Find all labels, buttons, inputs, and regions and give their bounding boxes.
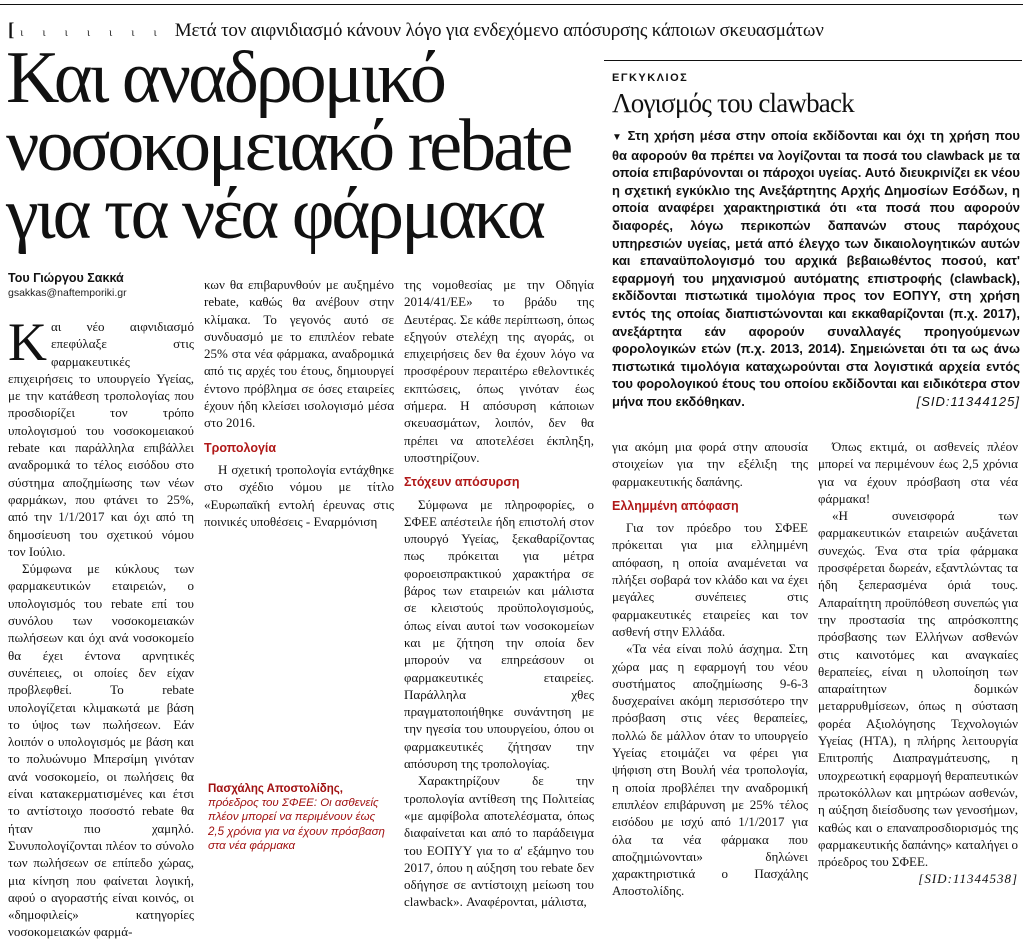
column-5 <box>818 438 1018 888</box>
sidebar-sid: [SID:11344125] <box>916 393 1020 409</box>
headline-line-3: για τα νέα φάρμακα <box>6 173 543 255</box>
kicker-dots: ι ι ι ι ι ι ι <box>20 25 165 39</box>
column-4 <box>612 438 808 900</box>
author-email: gsakkas@naftemporiki.gr <box>8 287 127 299</box>
col3-paragraph-2: Σύμφωνα με πληροφορίες, ο ΣΦΕΕ απέστειλε ήδη επιστολή στον υπουργό Υγείας, ξεκαθαρίζοντας πως πρόκειται για μέτρα φοροεισπρακτικού χαρακτήρα σε βάρος των εταιρειών και μάλιστα σε κλειστούς προϋπολογισμούς, όπως είναι αυτοί των νοσοκομείων και με ζήτηση την οποία δεν μπορούν να επηρεάσουν οι φαρμακευτικές εταιρείες. Παράλληλα χθες πραγματοποιήθηκε συνάντηση με την ηγεσία του υπουργείου, όπου οι φαρμακευτικές ζήτησαν την απόσυρση της τροπολογίας. <box>404 496 594 772</box>
portrait-photo <box>202 585 400 775</box>
col5-sid: [SID:11344538] <box>918 871 1018 887</box>
col2-paragraph-1: κων θα επιβαρυνθούν με αυξημένο rebate, καθώς θα ανέβουν στην κλίμακα. Το γεγονός αυτό σε συνδυασμό με το επιπλέον rebate 25% στα νέα φάρμακα, αναδρομικά από τις αρχές του έτους, δημιουργεί έντονο πρόβλημα σε όσες εταιρείες έχουν ήδη κλείσει ισολογισμό μέσα στο 2016. <box>204 277 394 431</box>
column-3 <box>404 276 594 911</box>
headline-line-2: νοσοκομειακό rebate <box>6 105 571 187</box>
sidebar-text: Στη χρήση μέσα στην οποία εκδίδονται και όχι τη χρήση που θα αφορούν θα πρέπει να λογίζονται τα ποσά του clawback με τα οποία επιβαρύνονται οι πάροχοι υγείας. Αυτό διευκρινίζει εκ νέου η σχετική εγκύκλιο της Ανεξάρτητης Αρχής Δημοσίων Εσόδων, η οποία αναφέρει χαρακτηριστικά ότι «τα ποσά που αφορούν διαφορές, λόγω περικοπών δαπανών στους παρόχους υπηρεσιών υγείας, μετά από έλεγχο των δικαιολογητικών αυτών και επαναϋπολογισμό του αρχικά βεβαιωθέντος ποσού, κατ' εφαρμογή του μηχανισμού αυτόματης επιστροφής (clawback), εκδίδονται πιστωτικά τιμολόγια προς τον ΕΟΠΥΥ, στη χρήση εντός της οποίας διαπιστώνονται και εκκαθαρίζονται (π.χ. 2017), ανεξάρτητα εάν αφορούν συναλλαγές προηγούμενων φορολογικών ετών (π.χ. 2013, 2014). Σημειώνεται ότι τα ως άνω πιστωτικά τιμολόγια καταχωρούνται στα λογιστικά αρχεία εντός του φορολογικού έτους του οποίου εκδίδονται και ειδικότερα στον μήνα που εκδόθηκαν. <box>612 128 1020 409</box>
drop-cap: Κ <box>8 312 47 372</box>
col2-paragraph-2: Η σχετική τροπολογία εντάχθηκε στο σχέδιο νόμου με τίτλο «Ευρωπαϊκή εντολή έρευνας στις ποινικές υποθέσεις - Εναρμόνιση <box>204 461 394 529</box>
col5-paragraph-1: Όπως εκτιμά, οι ασθενείς πλέον μπορεί να περιμένουν έως 2,5 χρόνια για να έχουν πρόσβαση στα νέα φάρμακα! <box>818 439 1018 506</box>
col3-paragraph-3: Χαρακτηρίζουν δε την τροπολογία αντίθεση της Πολιτείας «με αμφίβολα αποτελέσματα, όπως διαφαίνεται και από το παράδειγμα του ΕΟΠΥΥ για το α' εξάμηνο του 2017, όπου η αύξηση του rebate δεν οδήγησε σε αντίστοιχη μείωση του clawback». Αναφέρονται, μάλιστα, <box>404 773 594 910</box>
byline <box>8 271 198 299</box>
headline-line-1: Και αναδρομικό <box>6 37 444 119</box>
sidebar-title: Λογισμός του clawback <box>612 88 854 118</box>
subheading-aposyrsi: Στόχευν απόσυρση <box>404 475 520 490</box>
col1-paragraph-2: Σύμφωνα με κύκλους των φαρμακευτικών εταιρειών, ο υπολογισμός του rebate επί του συνόλου των νοσοκομειακών πωλήσεων και όχι ανά νοσοκομείο θα έχει έντονα αρνητικές συνέπειες, οι οποίες δεν είχαν προβλεφθεί. Το rebate υπολογίζεται κλιμακωτά με βάση το ύψος των πωλήσεων. Εάν λοιπόν ο υπολογισμός με βάση και το πολυώνυμο Μπερσίμη γινόταν ανά νοσοκομείο, οι πωλήσεις θα είναι κατακερματισμένες και έτσι το αντίστοιχο ποσοστό rebate θα ήταν πιο χαμηλό. Συνυπολογίζονται πλέον το σύνολο των πωλήσεων σε επίπεδο χώρας, μια κίνηση που φαίνεται λογική, αφού ο αγοραστής είναι κοινός, οι «δημοφιλείς» κατηγορίες νοσοκομειακών φαρμά- <box>8 561 194 940</box>
top-rule <box>0 4 1023 5</box>
col1-paragraph-1: αι νέο αιφνιδιασμό επεφύλαξε στις φαρμακευτικές επιχειρήσεις το υπουργείο Υγείας, με την κατάθεση τροπολογίας που προσδιορίζει τον τρόπο υπολογισμού του νοσοκομειακού rebate και παράλληλα επιβάλλει αναδρομικά το τέλος εισόδου στο σύστημα αποζημίωσης των νέων φαρμάκων, που φτάνει το 25%, από την 1/1/2017 και όχι από τη δημοσίευση του σχετικού νόμου τον Ιούλιο. <box>8 319 194 559</box>
column-2 <box>204 276 394 530</box>
kicker-mark: [ <box>8 20 15 41</box>
col3-paragraph-1: της νομοθεσίας με την Οδηγία 2014/41/ΕΕ» το βράδυ της Δευτέρας. Σε κάθε περίπτωση, όπως εξηγούν στελέχη της αγοράς, οι επιχειρήσεις δεν θα έχουν λόγο να προσφέρουν περαιτέρω εθελοντικές εκπτώσεις, όπως γινόταν έως σήμερα. Η απόσυρση κάποιων σκευασμάτων, λοιπόν, δεν θα πρέπει να αποτελέσει έκπληξη, υποστηρίζουν. <box>404 277 594 465</box>
col4-paragraph-3: «Τα νέα είναι πολύ άσχημα. Στη χώρα μας η εφαρμογή του νέου συστήματος αποζημίωσης 9-6-3 δυσχεραίνει ακόμη περισσότερο την πρόσβαση στις νέες θεραπείες, πολλώ δε μάλλον όταν το υπουργείο Υγείας ετοιμάζει να φέρει για ψήφιση στη Βουλή νέα τροπολογία, η οποία προβλέπει την αναδρομική επιπλέον επιβάρυνση με 25% τέλος εισόδου με ισχύ από 1/1/2017 για όλα τα νέα φάρμακα που αποζημιώνονται» δηλώνει χαρακτηριστικά ο Πασχάλης Αποστολίδης. <box>612 641 808 899</box>
column-1 <box>8 312 194 941</box>
sidebar-top-rule <box>604 60 1022 61</box>
sidebar-body <box>612 127 1020 411</box>
author-name: Του Γιώργου Σακκά <box>8 271 124 285</box>
col5-paragraph-2: «Η συνεισφορά των φαρμακευτικών εταιρειών αυξάνεται συνεχώς. Ένα στα τρία φάρμακα προσφέρεται δωρεάν, εξαντλώντας τα ήδη ξεπερασμένα όριά τους. Απαραίτητη προϋπόθεση συνεπώς για την προστασία της απρόσκοπτης πρόσβασης των Ελλήνων ασθενών στις καινοτόμες και αναγκαίες θεραπείες, είναι η υλοποίηση των απαραίτητων δομικών μεταρρυθμίσεων, όπως η σύσταση φορέα Αξιολόγησης Τεχνολογιών Υγείας (HTA), η πλήρης λειτουργία Επιτροπής Διαπραγμάτευσης, η υποχρεωτική εφαρμογή θεραπευτικών πρωτοκόλλων και μητρώων ασθενών, η αύξηση διείσδυσης των γενοσήμων, καθώς και ο επαναπροσδιορισμός της φαρμακευτικής δαπάνης» καταλήγει ο πρόεδρος του ΣΦΕΕ. <box>818 508 1018 870</box>
subheading-ellimmeni: Ελλημμένη απόφαση <box>612 498 739 513</box>
col4-paragraph-2: Για τον πρόεδρο του ΣΦΕΕ πρόκειται για μια ελλημμένη απόφαση, η οποία αναμένεται να πλήξει σοβαρά τον κλάδο και να έχει μεγάλες συνέπειες στις φαρμακευτικές εταιρείες και τον ασθενή στην Ελλάδα. <box>612 520 808 639</box>
triangle-down-icon: ▼ <box>612 132 624 143</box>
photo-caption <box>208 782 394 853</box>
caption-text: πρόεδρος του ΣΦΕΕ: Οι ασθενείς πλέον μπορεί να περιμένουν έως 2,5 χρόνια για να έχουν πρόσβαση στα νέα φάρμακα <box>208 797 385 852</box>
kicker-text: Μετά τον αιφνιδιασμό κάνουν λόγο για ενδεχόμενο απόσυρσης κάποιων σκευασμάτων <box>174 20 824 41</box>
headline <box>6 37 596 255</box>
caption-name: Πασχάλης Αποστολίδης, <box>208 783 343 795</box>
subheading-tropologia: Τροπολογία <box>204 440 277 455</box>
sidebar-label: ΕΓΚΥΚΛΙΟΣ <box>612 72 689 84</box>
col4-paragraph-1: για ακόμη μια φορά στην απουσία στοιχείων για την εξέλιξη της φαρμακευτικής δαπάνης. <box>612 439 808 489</box>
